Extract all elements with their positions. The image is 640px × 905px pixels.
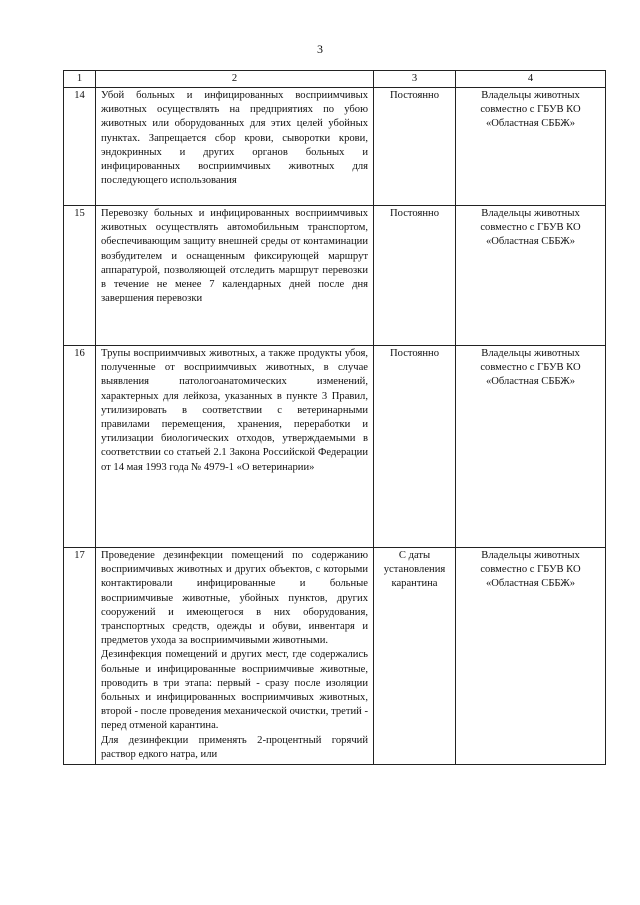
row-number: 14 — [64, 88, 96, 206]
measures-table — [63, 70, 606, 765]
header-cell: 4 — [456, 71, 606, 88]
measure-paragraph: Убой больных и инфицированных восприимчивых животных осуществлять на предприятиях по убою животных или оборудованных для этих целей убойных пунктах. Запрещается сбор крови, сыворотки крови, эндокринных и других органов больных и инфицированных восприимчивых животных для последующего использования — [101, 90, 368, 187]
table-row — [64, 346, 606, 548]
measure-responsible: Владельцы животных совместно с ГБУВ КО «Областная СББЖ» — [456, 206, 606, 346]
measure-responsible: Владельцы животных совместно с ГБУВ КО «Областная СББЖ» — [456, 88, 606, 206]
measure-term: Постоянно — [374, 346, 456, 548]
measure-paragraph: Перевозку больных и инфицированных восприимчивых животных осуществлять автомобильным транспортом, обеспечивающим защиту внешней среды от контаминации возбудителем и оснащенным фиксирующей маршрут аппаратурой, позволяющей отследить маршрут перевозки в течение не менее 7 календарных дней после дня завершения перевозки — [101, 208, 368, 305]
row-number: 17 — [64, 548, 96, 765]
measure-description — [96, 206, 374, 346]
header-cell: 1 — [64, 71, 96, 88]
row-number: 16 — [64, 346, 96, 548]
measure-term: С даты установления карантина — [374, 548, 456, 765]
measure-responsible: Владельцы животных совместно с ГБУВ КО «Областная СББЖ» — [456, 548, 606, 765]
header-cell: 3 — [374, 71, 456, 88]
page-number: 3 — [317, 42, 323, 56]
measure-description — [96, 346, 374, 548]
table-row — [64, 206, 606, 346]
row-number: 15 — [64, 206, 96, 346]
measure-paragraph: Для дезинфекции применять 2-процентный горячий раствор едкого натра, или — [101, 734, 368, 760]
measure-responsible: Владельцы животных совместно с ГБУВ КО «Областная СББЖ» — [456, 346, 606, 548]
measure-term: Постоянно — [374, 88, 456, 206]
measure-term: Постоянно — [374, 206, 456, 346]
measure-paragraph: Дезинфекция помещений и других мест, где содержались больные и инфицированные восприимчивые животные, проводить в три этапа: первый - сразу после изоляции больных и инфицированных восприимчивых животных, второй - после проведения механической очистки, третий - перед отменой карантина. — [101, 649, 368, 732]
measure-description — [96, 548, 374, 765]
measure-paragraph: Проведение дезинфекции помещений по содержанию восприимчивых животных и других объектов, с которыми контактировали инфицированные и больные восприимчивые животные, убойных пунктов, других сооружений и имеющегося в них оборудования, транспортных средств, одежды и обуви, инвентаря и предметов ухода за восприимчивыми животными. — [101, 550, 368, 647]
measure-description — [96, 88, 374, 206]
table-row — [64, 88, 606, 206]
table-header-row — [64, 71, 606, 88]
table-row — [64, 548, 606, 765]
header-cell: 2 — [96, 71, 374, 88]
measure-paragraph: Трупы восприимчивых животных, а также продукты убоя, полученные от восприимчивых животных, в случае выявления патологоанатомических изменений, характерных для лейкоза, указанных в пункте 3 Правил, утилизировать в соответствии с ветеринарными правилами перемещения, хранения, переработки и утилизации биологических отходов, утверждаемыми в соответствии со статьей 2.1 Закона Российской Федерации от 14 мая 1993 года № 4979-1 «О ветеринарии» — [101, 348, 368, 473]
